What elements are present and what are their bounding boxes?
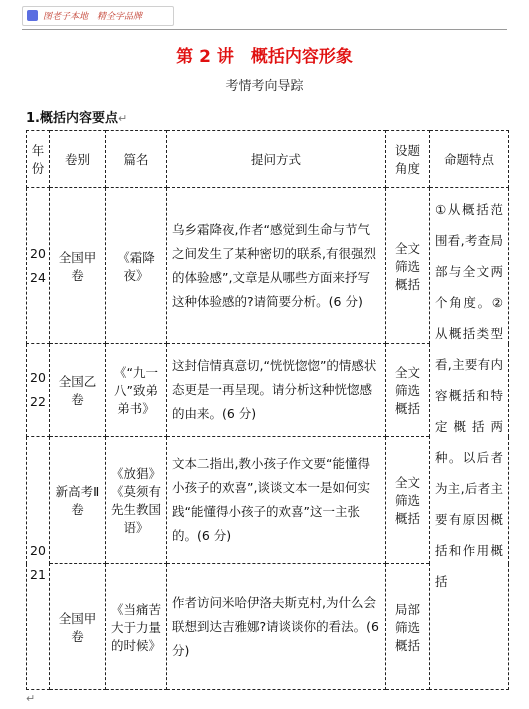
question-cell: 乌乡霜降夜,作者“感觉到生命与节气之间发生了某种密切的联系,有很强烈的体验感”,文章是从哪些方面来抒写这种体验感的?请简要分析。(6 分) <box>167 188 386 344</box>
paper-cell: 全国乙卷 <box>50 344 106 437</box>
page-subtitle: 考情考向导踪 <box>225 79 304 94</box>
angle-cell: 全文筛选概括 <box>386 437 430 564</box>
table-header-row <box>27 131 509 188</box>
header-banner-text: 图老子本地 精全字品牌 <box>43 12 143 22</box>
paper-cell: 全国甲卷 <box>50 564 106 690</box>
year-cell: 2022 <box>27 344 50 437</box>
paper-cell: 新高考Ⅱ卷 <box>50 437 106 564</box>
paragraph-mark: ↵ <box>26 692 36 705</box>
paper-cell: 全国甲卷 <box>50 188 106 344</box>
header-angle: 设题角度 <box>386 131 430 188</box>
page-title: 第 2 讲 概括内容形象 <box>176 47 353 67</box>
logo-icon <box>27 10 38 21</box>
header-divider <box>22 29 507 30</box>
title-cell: 《“九一八”致弟弟书》 <box>106 344 167 437</box>
section-heading: 1.概括内容要点↵ <box>26 111 128 126</box>
angle-cell: 全文筛选概括 <box>386 188 430 344</box>
header-feature: 命题特点 <box>430 131 509 188</box>
section-heading-text: 1.概括内容要点 <box>26 111 118 126</box>
title-cell: 《霜降夜》 <box>106 188 167 344</box>
header-year: 年份 <box>27 131 50 188</box>
title-cell: 《当痛苦大于力量的时候》 <box>106 564 167 690</box>
question-cell: 这封信情真意切,“恍恍惚惚”的情感状态更是一再呈现。请分析这种恍惚感的由来。(6 分) <box>167 344 386 437</box>
angle-cell: 全文筛选概括 <box>386 344 430 437</box>
header-title: 篇名 <box>106 131 167 188</box>
question-cell: 作者访问米哈伊洛夫斯克村,为什么会联想到达吉雅娜?请谈谈你的看法。(6 分) <box>167 564 386 690</box>
angle-cell: 局部筛选概括 <box>386 564 430 690</box>
header-banner <box>22 6 174 26</box>
exam-table <box>26 130 509 690</box>
header-question: 提问方式 <box>167 131 386 188</box>
year-cell: 2021 <box>27 437 50 690</box>
header-paper: 卷别 <box>50 131 106 188</box>
title-cell: 《放猖》《莫须有先生教国语》 <box>106 437 167 564</box>
year-cell: 2024 <box>27 188 50 344</box>
table-row <box>27 188 509 344</box>
question-cell: 文本二指出,教小孩子作文要“能懂得小孩子的欢喜”,谈谈文本一是如何实践“能懂得小孩子的欢喜”这一主张的。(6 分) <box>167 437 386 564</box>
feature-cell: ①从概括范围看,考查局部与全文两个角度。②从概括类型看,主要有内容概括和特定概括两种。以后者为主,后者主要有原因概括和作用概括 <box>430 188 509 690</box>
